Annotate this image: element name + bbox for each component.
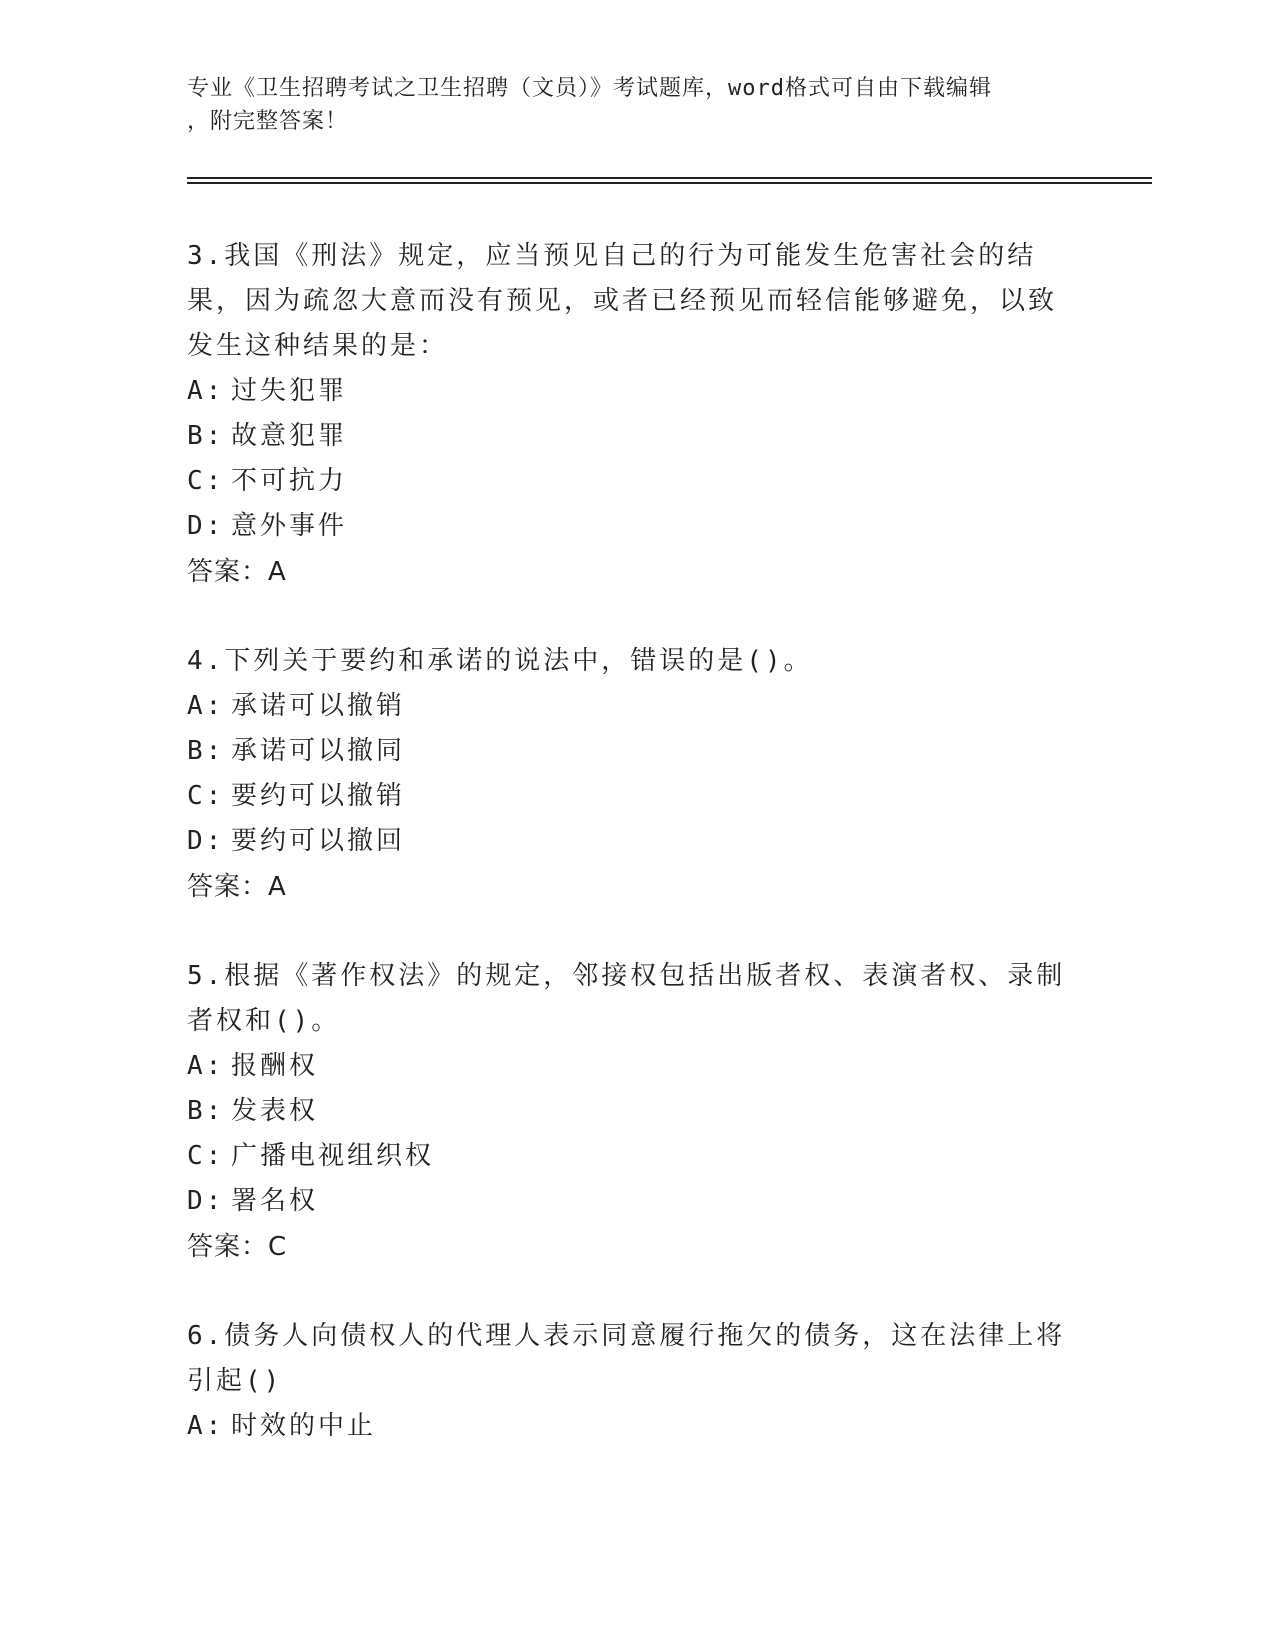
option-letter: A: bbox=[187, 376, 225, 406]
question-5 bbox=[187, 954, 1067, 1270]
option-letter: D: bbox=[187, 511, 225, 541]
option-b bbox=[187, 729, 1067, 774]
answer-label: 答案：C bbox=[187, 1232, 288, 1262]
question-3 bbox=[187, 234, 1067, 595]
answer-label: 答案：A bbox=[187, 872, 287, 902]
option-c bbox=[187, 774, 1067, 819]
option-text: 过失犯罪 bbox=[231, 376, 348, 406]
option-text: 时效的中止 bbox=[231, 1411, 377, 1441]
option-letter: B: bbox=[187, 1096, 225, 1126]
option-text: 发表权 bbox=[231, 1096, 319, 1126]
header-divider-top bbox=[187, 177, 1152, 179]
option-text: 报酬权 bbox=[231, 1051, 319, 1081]
option-a bbox=[187, 684, 1067, 729]
option-letter: B: bbox=[187, 421, 225, 451]
option-text: 要约可以撤销 bbox=[231, 781, 406, 811]
option-letter: D: bbox=[187, 1186, 225, 1216]
option-text: 广播电视组织权 bbox=[231, 1141, 435, 1171]
question-stem: 3.我国《刑法》规定，应当预见自己的行为可能发生危害社会的结果，因为疏忽大意而没有预见，或者已经预见而轻信能够避免，以致发生这种结果的是： bbox=[187, 241, 1058, 361]
option-a bbox=[187, 1044, 1067, 1089]
option-letter: A: bbox=[187, 691, 225, 721]
option-letter: B: bbox=[187, 736, 225, 766]
option-text: 故意犯罪 bbox=[231, 421, 348, 451]
header-divider-bottom bbox=[187, 182, 1152, 184]
option-d bbox=[187, 504, 1067, 549]
document-header bbox=[187, 72, 1067, 138]
option-b bbox=[187, 414, 1067, 459]
option-letter: A: bbox=[187, 1411, 225, 1441]
option-text: 承诺可以撤同 bbox=[231, 736, 406, 766]
question-4 bbox=[187, 639, 1067, 910]
option-letter: D: bbox=[187, 826, 225, 856]
option-letter: C: bbox=[187, 466, 225, 496]
option-letter: A: bbox=[187, 1051, 225, 1081]
option-a bbox=[187, 369, 1067, 414]
question-list bbox=[187, 234, 1067, 1493]
option-text: 署名权 bbox=[231, 1186, 319, 1216]
question-stem: 4.下列关于要约和承诺的说法中，错误的是()。 bbox=[187, 646, 813, 676]
header-line-1: 专业《卫生招聘考试之卫生招聘（文员）》考试题库，word格式可自由下载编辑 bbox=[187, 76, 992, 101]
question-stem: 5.根据《著作权法》的规定，邻接权包括出版者权、表演者权、录制者权和()。 bbox=[187, 961, 1066, 1036]
question-stem: 6.债务人向债权人的代理人表示同意履行拖欠的债务，这在法律上将引起() bbox=[187, 1321, 1066, 1396]
option-letter: C: bbox=[187, 1141, 225, 1171]
option-d bbox=[187, 1179, 1067, 1224]
option-a bbox=[187, 1404, 1067, 1449]
option-d bbox=[187, 819, 1067, 864]
option-b bbox=[187, 1089, 1067, 1134]
option-text: 要约可以撤回 bbox=[231, 826, 406, 856]
question-6 bbox=[187, 1314, 1067, 1449]
option-c bbox=[187, 459, 1067, 504]
option-letter: C: bbox=[187, 781, 225, 811]
answer-label: 答案：A bbox=[187, 557, 287, 587]
option-text: 承诺可以撤销 bbox=[231, 691, 406, 721]
option-text: 意外事件 bbox=[231, 511, 348, 541]
option-text: 不可抗力 bbox=[231, 466, 348, 496]
header-line-2: ，附完整答案！ bbox=[187, 109, 349, 134]
option-c bbox=[187, 1134, 1067, 1179]
